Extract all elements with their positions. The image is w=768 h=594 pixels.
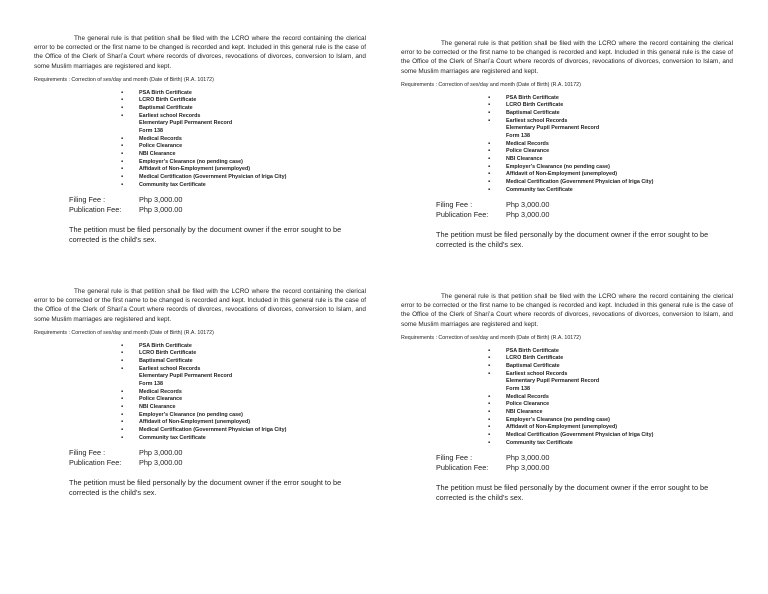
requirement-item: Elementary Pupil Permanent Record (506, 378, 600, 385)
intro-paragraph: The general rule is that petition shall be filed with the LCRO where the record containing the clerical error to be corrected or the first name to be changed is recorded and kept. Included in this general rule is the case of the Office of the Clerk of Shari’a Court where records of divorces, revocations of divorces, conversion to Islam, and some Muslim marriages are registered and kept. (401, 293, 733, 328)
requirements-label: Requirements : Correction of sex/day and month (Date of Birth) (R.A. 10172) (34, 76, 214, 83)
requirement-item: ▪ PSA Birth Certificate (486, 95, 733, 103)
petition-note: The petition must be filed personally by the document owner if the error sought to be corrected is the child’s sex. (436, 230, 709, 250)
requirement-item: Form 138 (139, 381, 163, 388)
requirement-item: ▪ Medical Records (486, 394, 733, 402)
filing-fee-value: Php 3,000.00 (139, 195, 183, 205)
requirement-item: ▪ Police Clearance (119, 143, 366, 151)
requirement-item: ▪ Affidavit of Non-Employment (unemployed) (119, 166, 366, 174)
petition-note: The petition must be filed personally by the document owner if the error sought to be corrected is the child’s sex. (69, 478, 342, 498)
fees-block (436, 200, 733, 220)
intro-paragraph: The general rule is that petition shall be filed with the LCRO where the record containing the clerical error to be corrected or the first name to be changed is recorded and kept. Included in this general rule is the case of the Office of the Clerk of Shari’a Court where records of divorces, revocations of divorces, conversion to Islam, and some Muslim marriages are registered and kept. (401, 40, 733, 75)
filing-fee-value: Php 3,000.00 (506, 200, 550, 210)
requirement-item: ▪ Earliest school Records (119, 366, 366, 374)
filing-fee-row (69, 448, 366, 458)
requirement-item: ▪ Earliest school Records (486, 371, 733, 379)
requirement-item: ▪ Baptismal Certificate (119, 358, 366, 366)
requirement-item: Elementary Pupil Permanent Record (506, 125, 600, 132)
filing-fee-row (436, 200, 733, 210)
requirement-item: ▪ Employer’s Clearance (no pending case) (119, 412, 366, 420)
filing-fee-value: Php 3,000.00 (139, 448, 183, 458)
requirement-item: ▪ NBI Clearance (119, 404, 366, 412)
requirement-item: ▪ PSA Birth Certificate (486, 348, 733, 356)
requirement-item: ▪ Baptismal Certificate (119, 105, 366, 113)
filing-fee-label: Filing Fee : (69, 448, 106, 458)
requirements-label: Requirements : Correction of sex/day and month (Date of Birth) (R.A. 10172) (401, 334, 581, 341)
publication-fee-label: Publication Fee: (436, 210, 489, 220)
requirement-item: ▪ Affidavit of Non-Employment (unemployed) (486, 424, 733, 432)
requirements-label: Requirements : Correction of sex/day and month (Date of Birth) (R.A. 10172) (401, 81, 581, 88)
filing-fee-label: Filing Fee : (436, 453, 473, 463)
requirement-item: ▪ Community tax Certificate (486, 187, 733, 195)
requirement-item: ▪ LCRO Birth Certificate (486, 355, 733, 363)
requirement-item: ▪ Police Clearance (119, 396, 366, 404)
publication-fee-row (69, 458, 366, 468)
requirement-item: ▪ Community tax Certificate (119, 435, 366, 443)
fees-block (69, 195, 366, 215)
publication-fee-row (69, 205, 366, 215)
requirement-item: ▪ Employer’s Clearance (no pending case) (486, 417, 733, 425)
requirement-item: ▪ Employer’s Clearance (no pending case) (119, 159, 366, 167)
requirement-item: ▪ Medical Certification (Government Physician of Iriga City) (119, 174, 366, 182)
requirement-item: ▪ Affidavit of Non-Employment (unemployed) (486, 171, 733, 179)
requirement-item: ▪ Medical Certification (Government Physician of Iriga City) (486, 432, 733, 440)
document-panel-2 (401, 39, 733, 250)
requirement-item: Elementary Pupil Permanent Record (139, 373, 233, 380)
requirement-item: ▪ NBI Clearance (486, 409, 733, 417)
requirement-item: ▪ Community tax Certificate (119, 182, 366, 190)
requirement-item: ▪ Medical Records (119, 389, 366, 397)
requirement-item: ▪ Baptismal Certificate (486, 363, 733, 371)
requirement-item: ▪ PSA Birth Certificate (119, 343, 366, 351)
requirement-item: ▪ Medical Certification (Government Physician of Iriga City) (119, 427, 366, 435)
requirement-item: Elementary Pupil Permanent Record (139, 120, 233, 127)
petition-note: The petition must be filed personally by the document owner if the error sought to be corrected is the child’s sex. (436, 483, 709, 503)
requirement-item: ▪ Affidavit of Non-Employment (unemployed) (119, 419, 366, 427)
publication-fee-label: Publication Fee: (69, 458, 122, 468)
requirement-item: ▪ NBI Clearance (119, 151, 366, 159)
requirement-item: ▪ Community tax Certificate (486, 440, 733, 448)
requirement-item: ▪ LCRO Birth Certificate (119, 97, 366, 105)
requirement-item: ▪ Medical Certification (Government Physician of Iriga City) (486, 179, 733, 187)
requirement-item: ▪ Police Clearance (486, 401, 733, 409)
filing-fee-row (69, 195, 366, 205)
intro-paragraph: The general rule is that petition shall be filed with the LCRO where the record containing the clerical error to be corrected or the first name to be changed is recorded and kept. Included in this general rule is the case of the Office of the Clerk of Shari’a Court where records of divorces, revocations of divorces, conversion to Islam, and some Muslim marriages are registered and kept. (34, 288, 366, 323)
requirement-item: ▪ Earliest school Records (486, 118, 733, 126)
requirements-list (401, 95, 733, 195)
requirement-item: ▪ PSA Birth Certificate (119, 90, 366, 98)
publication-fee-value: Php 3,000.00 (139, 205, 183, 215)
requirement-item: ▪ LCRO Birth Certificate (486, 102, 733, 110)
document-panel-3 (34, 287, 366, 498)
requirement-item: ▪ Earliest school Records (119, 113, 366, 121)
petition-note: The petition must be filed personally by the document owner if the error sought to be corrected is the child’s sex. (69, 225, 342, 245)
requirement-item: ▪ Medical Records (486, 141, 733, 149)
fees-block (69, 448, 366, 468)
publication-fee-value: Php 3,000.00 (139, 458, 183, 468)
requirement-item: Form 138 (506, 386, 530, 393)
requirements-list (34, 343, 366, 443)
fees-block (436, 453, 733, 473)
document-panel-1 (34, 34, 366, 245)
requirement-item: ▪ Employer’s Clearance (no pending case) (486, 164, 733, 172)
requirements-list (401, 348, 733, 448)
filing-fee-label: Filing Fee : (69, 195, 106, 205)
filing-fee-row (436, 453, 733, 463)
filing-fee-label: Filing Fee : (436, 200, 473, 210)
publication-fee-row (436, 210, 733, 220)
requirement-item: ▪ Baptismal Certificate (486, 110, 733, 118)
requirement-item: ▪ Police Clearance (486, 148, 733, 156)
requirement-item: Form 138 (139, 128, 163, 135)
intro-paragraph: The general rule is that petition shall be filed with the LCRO where the record containing the clerical error to be corrected or the first name to be changed is recorded and kept. Included in this general rule is the case of the Office of the Clerk of Shari’a Court where records of divorces, revocations of divorces, conversion to Islam, and some Muslim marriages are registered and kept. (34, 35, 366, 70)
publication-fee-label: Publication Fee: (69, 205, 122, 215)
publication-fee-value: Php 3,000.00 (506, 210, 550, 220)
publication-fee-row (436, 463, 733, 473)
requirements-label: Requirements : Correction of sex/day and month (Date of Birth) (R.A. 10172) (34, 329, 214, 336)
publication-fee-value: Php 3,000.00 (506, 463, 550, 473)
requirements-list (34, 90, 366, 190)
document-panel-4 (401, 292, 733, 503)
requirement-item: ▪ LCRO Birth Certificate (119, 350, 366, 358)
publication-fee-label: Publication Fee: (436, 463, 489, 473)
requirement-item: ▪ NBI Clearance (486, 156, 733, 164)
requirement-item: ▪ Medical Records (119, 136, 366, 144)
requirement-item: Form 138 (506, 133, 530, 140)
filing-fee-value: Php 3,000.00 (506, 453, 550, 463)
